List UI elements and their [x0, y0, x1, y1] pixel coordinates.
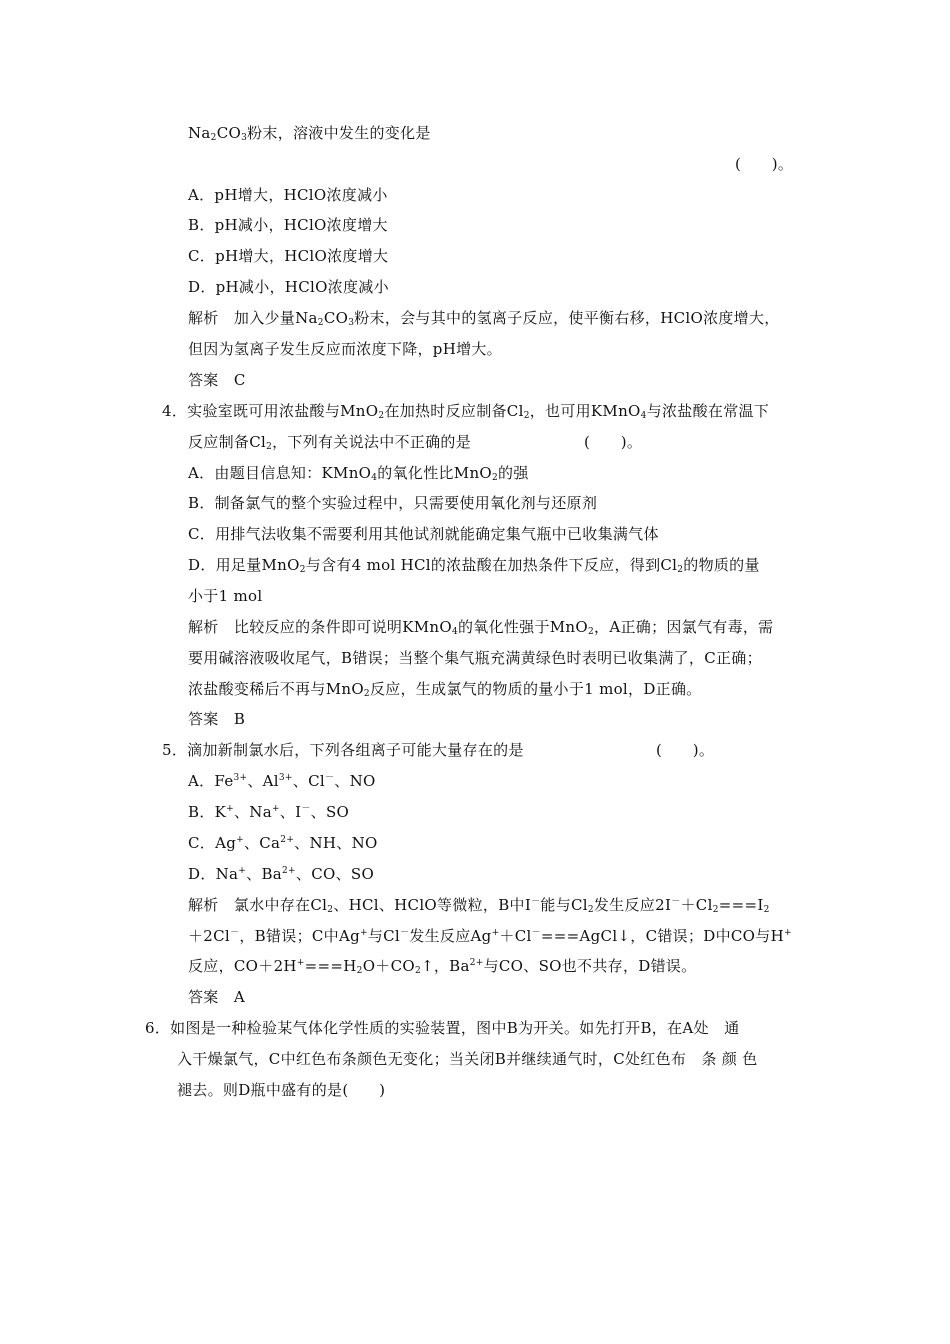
- q4-stem-line-1: 4．实验室既可用浓盐酸与MnO$_2$在加热时反应制备$Cl_2$，也可用KMnO$_4$与浓盐酸在常温下: [162, 402, 770, 421]
- q4-answer-bracket: ( )。: [584, 433, 643, 451]
- q4-option-a: A．由题目信息知：KMnO$_4$的氧化性比MnO$_2$的强: [188, 464, 529, 483]
- q3-stem-end: $Na_2CO_3$粉末，溶液中发生的变化是: [188, 124, 431, 143]
- q3-option-a: A．pH增大，HClO浓度减小: [188, 186, 388, 204]
- q5-stem: 5．滴加新制氯水后，下列各组离子可能大量存在的是: [162, 741, 524, 759]
- q5-option-a: A．$Fe^{3+}$、$Al^{3+}$、Cl－、NO: [188, 772, 376, 790]
- q6-stem-line-1: 6．如图是一种检验某气体化学性质的实验装置，图中B为开关。如先打开B，在A处 通: [145, 1019, 740, 1037]
- q5-option-b: B．K+、Na+、I－、SO: [188, 803, 350, 821]
- q3-option-d: D．pH减小，HClO浓度减小: [188, 278, 389, 296]
- q4-analysis-line-3: 浓盐酸变稀后不再与MnO$_2$反应，生成氯气的物质的量小于1 mol，D正确。: [188, 680, 702, 699]
- q5-analysis-line-1: 解析 氯水中存在$Cl_2$、HCl、HClO等微粒，B中I－能与$Cl_2$发生反应$2I^-+Cl_2===I_2$: [188, 896, 770, 915]
- q3-analysis-line-2: 但因为氢离子发生反应而浓度下降，pH增大。: [188, 340, 502, 358]
- q4-stem-line-2: 反应制备$Cl_2$，下列有关说法中不正确的是: [188, 433, 472, 452]
- q4-analysis-line-1: 解析 比较反应的条件即可说明KMnO$_4$的氧化性强于MnO$_2$，A正确；因氯气有毒，需: [188, 618, 774, 637]
- q3-answer-bracket: ( )。: [735, 155, 794, 173]
- q6-stem-line-2: 入干燥氯气，C中红色布条颜色无变化；当关闭B并继续通气时，C处红色布 条 颜 色: [177, 1050, 758, 1068]
- q4-option-c: C．用排气法收集不需要利用其他试剂就能确定集气瓶中已收集满气体: [188, 525, 659, 543]
- q3-option-b: B．pH减小，HClO浓度增大: [188, 216, 388, 234]
- q4-option-d-line-1: D．用足量MnO$_2$与含有4 mol HCl的浓盐酸在加热条件下反应，得到$Cl_2$的物质的量: [188, 556, 760, 575]
- q5-analysis-line-3: 反应，$CO+2H^+===H_2O+CO_2↑$，$Ba^{2+}$与CO、SO也不共存，D错误。: [188, 957, 697, 976]
- q6-stem-line-3: 褪去。则D瓶中盛有的是( ): [177, 1081, 386, 1099]
- q5-option-d: D．Na+、$Ba^{2+}$、CO、SO: [188, 865, 375, 883]
- q5-option-c: C．Ag+、$Ca^{2+}$、NH、NO: [188, 834, 378, 852]
- q4-answer: 答案 B: [188, 710, 246, 728]
- q5-answer: 答案 A: [188, 988, 246, 1006]
- q5-answer-bracket: ( )。: [656, 741, 715, 759]
- q3-option-c: C．pH增大，HClO浓度增大: [188, 247, 389, 265]
- q4-analysis-line-2: 要用碱溶液吸收尾气，B错误；当整个集气瓶充满黄绿色时表明已收集满了，C正确；: [188, 649, 762, 667]
- q5-analysis-line-2: ＋2Cl－，B错误；C中Ag+与Cl－发生反应Ag+＋Cl－===AgCl↓，C错误；D中CO与H+: [188, 927, 792, 945]
- q3-answer: 答案 C: [188, 371, 246, 389]
- q3-analysis-line-1: 解析 加入少量$Na_2CO_3$粉末，会与其中的氢离子反应，使平衡右移，HClO浓度增大，: [188, 309, 780, 328]
- q4-option-b: B．制备氯气的整个实验过程中，只需要使用氧化剂与还原剂: [188, 494, 598, 512]
- q4-option-d-line-2: 小于1 mol: [188, 587, 263, 605]
